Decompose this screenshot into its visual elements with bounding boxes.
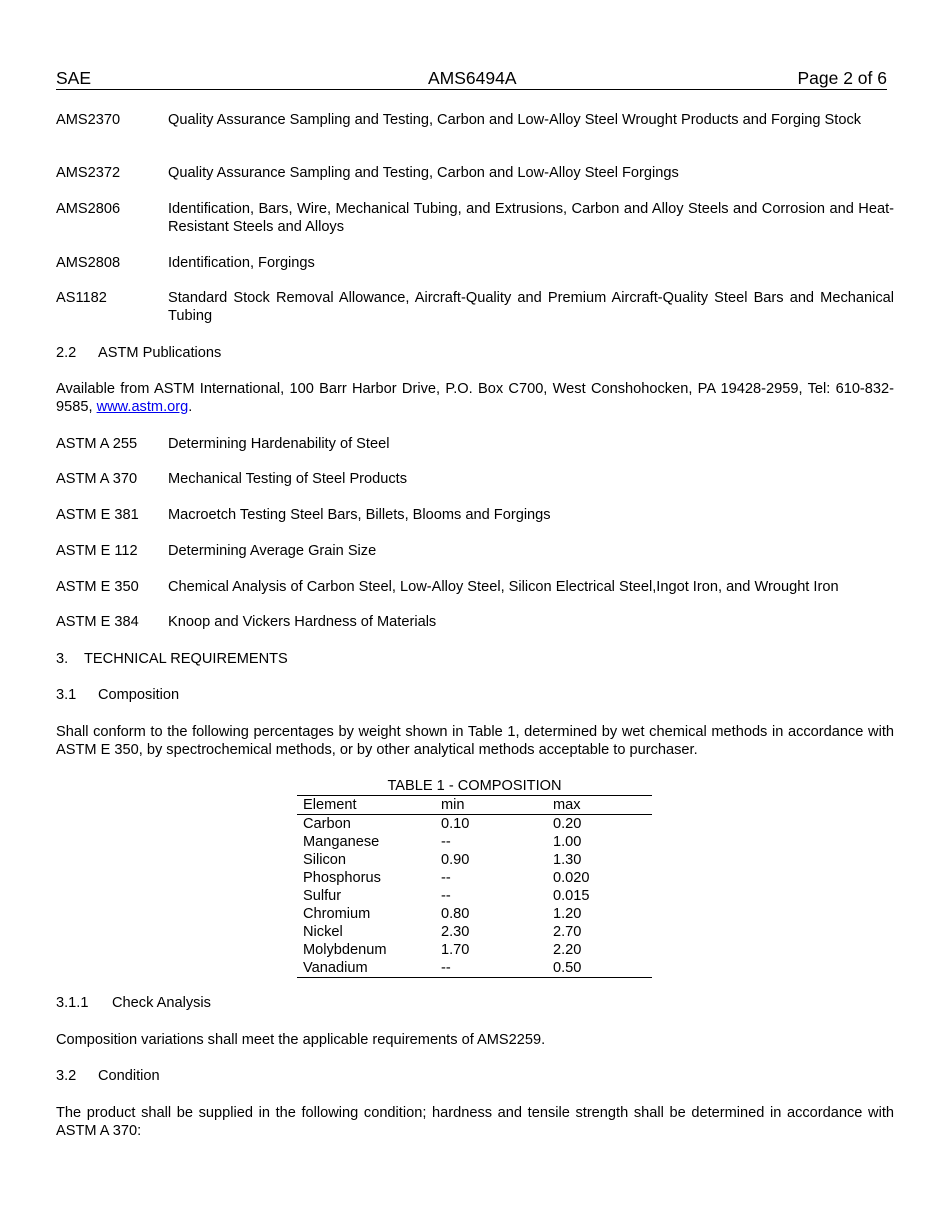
table-cell: 2.30 (441, 924, 470, 940)
header-org: SAE (56, 68, 92, 88)
reference-code: ASTM E 350 (56, 579, 139, 595)
astm-availability-paragraph (56, 380, 894, 416)
reference-title: Knoop and Vickers Hardness of Materials (168, 614, 437, 630)
table-cell: Phosphorus (303, 870, 381, 886)
reference-code: AMS2808 (56, 255, 121, 271)
reference-title: Determining Average Grain Size (168, 543, 377, 559)
reference-title: Quality Assurance Sampling and Testing, Carbon and Low-Alloy Steel Wrought Products and Forging Stock (168, 112, 862, 128)
table-cell: Molybdenum (303, 942, 387, 958)
section-heading-3 (56, 650, 894, 668)
section-heading-2-2 (56, 344, 894, 362)
section-number: 2.2 (56, 345, 77, 361)
table-cell: 1.00 (553, 834, 582, 850)
table-cell: -- (441, 870, 451, 886)
reference-code: AMS2372 (56, 165, 121, 181)
section-number: 3. (56, 651, 69, 667)
reference-entry (56, 470, 894, 488)
reference-entry (56, 164, 894, 182)
table-cell: -- (441, 888, 451, 904)
table-cell: Silicon (303, 852, 346, 868)
column-header: Element (303, 797, 357, 813)
table-cell: Sulfur (303, 888, 342, 904)
table-cell: -- (441, 960, 451, 976)
reference-entry (56, 254, 894, 272)
reference-title: Quality Assurance Sampling and Testing, Carbon and Low-Alloy Steel Forgings (168, 165, 679, 181)
table-cell: Carbon (303, 816, 351, 832)
table-row (297, 905, 652, 923)
reference-title: Determining Hardenability of Steel (168, 436, 390, 452)
section-title: TECHNICAL REQUIREMENTS (84, 651, 288, 667)
table-header-row (297, 796, 652, 815)
reference-entry (56, 289, 894, 325)
table-body (297, 815, 652, 978)
table-cell: 0.020 (553, 870, 590, 886)
table-cell: 0.015 (553, 888, 590, 904)
reference-entry (56, 613, 894, 631)
availability-tail: . (188, 399, 193, 415)
section-heading-3-1-1 (56, 994, 894, 1012)
section-title: Check Analysis (112, 995, 211, 1011)
reference-code: ASTM E 384 (56, 614, 139, 630)
reference-code: AMS2370 (56, 112, 121, 128)
table-row (297, 815, 652, 833)
table-cell: 2.20 (553, 942, 582, 958)
section-title: Condition (98, 1068, 160, 1084)
table-cell: 0.80 (441, 906, 470, 922)
section-heading-3-2 (56, 1067, 894, 1085)
reference-code: ASTM E 112 (56, 543, 138, 559)
reference-entry (56, 200, 894, 236)
reference-code: ASTM A 370 (56, 471, 138, 487)
reference-entry (56, 506, 894, 524)
section-number: 3.1 (56, 687, 77, 703)
composition-table (297, 777, 652, 978)
reference-title: Macroetch Testing Steel Bars, Billets, Blooms and Forgings (168, 507, 551, 523)
reference-code: ASTM E 381 (56, 507, 139, 523)
section-title: Composition (98, 687, 180, 703)
table-cell: Chromium (303, 906, 371, 922)
reference-entry (56, 542, 894, 560)
astm-website-link[interactable]: www.astm.org (96, 399, 189, 415)
reference-title: Mechanical Testing of Steel Products (168, 471, 408, 487)
section-number: 3.1.1 (56, 995, 89, 1011)
table-caption: TABLE 1 - COMPOSITION (297, 777, 652, 796)
reference-entry (56, 111, 894, 129)
condition-paragraph: The product shall be supplied in the following condition; hardness and tensile strength shall be determined in accordance with ASTM A 370: (56, 1105, 894, 1139)
reference-entry (56, 578, 894, 596)
table-cell: 0.10 (441, 816, 470, 832)
table-row (297, 851, 652, 869)
section-number: 3.2 (56, 1068, 77, 1084)
reference-entry (56, 435, 894, 453)
table-cell: 0.50 (553, 960, 582, 976)
table-row (297, 941, 652, 959)
composition-paragraph: Shall conform to the following percentages by weight shown in Table 1, determined by wet chemical methods in accordance with ASTM E 350, by spectrochemical methods, or by other analytical methods acceptable to purchaser. (56, 724, 894, 758)
table-row (297, 887, 652, 905)
table-row (297, 833, 652, 851)
table-cell: 0.20 (553, 816, 582, 832)
table-cell: 1.30 (553, 852, 582, 868)
reference-code: ASTM A 255 (56, 436, 138, 452)
reference-code: AS1182 (56, 290, 107, 306)
table-cell: 1.70 (441, 942, 470, 958)
page-header (56, 68, 887, 90)
reference-title: Chemical Analysis of Carbon Steel, Low-Alloy Steel, Silicon Electrical Steel,Ingot Iron, and Wrought Iron (168, 579, 839, 595)
table-cell: Manganese (303, 834, 380, 850)
table-row (297, 869, 652, 887)
header-doc-number: AMS6494A (428, 68, 517, 88)
check-analysis-paragraph: Composition variations shall meet the applicable requirements of AMS2259. (56, 1032, 546, 1048)
table-row (297, 923, 652, 941)
table-cell: 1.20 (553, 906, 582, 922)
table-cell: 0.90 (441, 852, 470, 868)
reference-title: Standard Stock Removal Allowance, Aircraft-Quality and Premium Aircraft-Quality Steel Bars and Mechanical Tubing (168, 290, 894, 324)
section-title: ASTM Publications (98, 345, 222, 361)
table-cell: Vanadium (303, 960, 368, 976)
reference-title: Identification, Bars, Wire, Mechanical Tubing, and Extrusions, Carbon and Alloy Steels and Corrosion and Heat-Resistant Steels and Alloys (168, 201, 894, 235)
table-row (297, 959, 652, 977)
table-cell: -- (441, 834, 451, 850)
availability-text: Available from ASTM International, 100 Barr Harbor Drive, P.O. Box C700, West Conshohocken, PA 19428-2959, Tel: 610-832-9585, (56, 381, 894, 415)
table-cell: 2.70 (553, 924, 582, 940)
table-cell: Nickel (303, 924, 343, 940)
reference-title: Identification, Forgings (168, 255, 315, 271)
section-heading-3-1 (56, 686, 894, 704)
reference-code: AMS2806 (56, 201, 121, 217)
column-header: max (553, 797, 581, 813)
header-page-number: Page 2 of 6 (797, 68, 887, 88)
column-header: min (441, 797, 465, 813)
